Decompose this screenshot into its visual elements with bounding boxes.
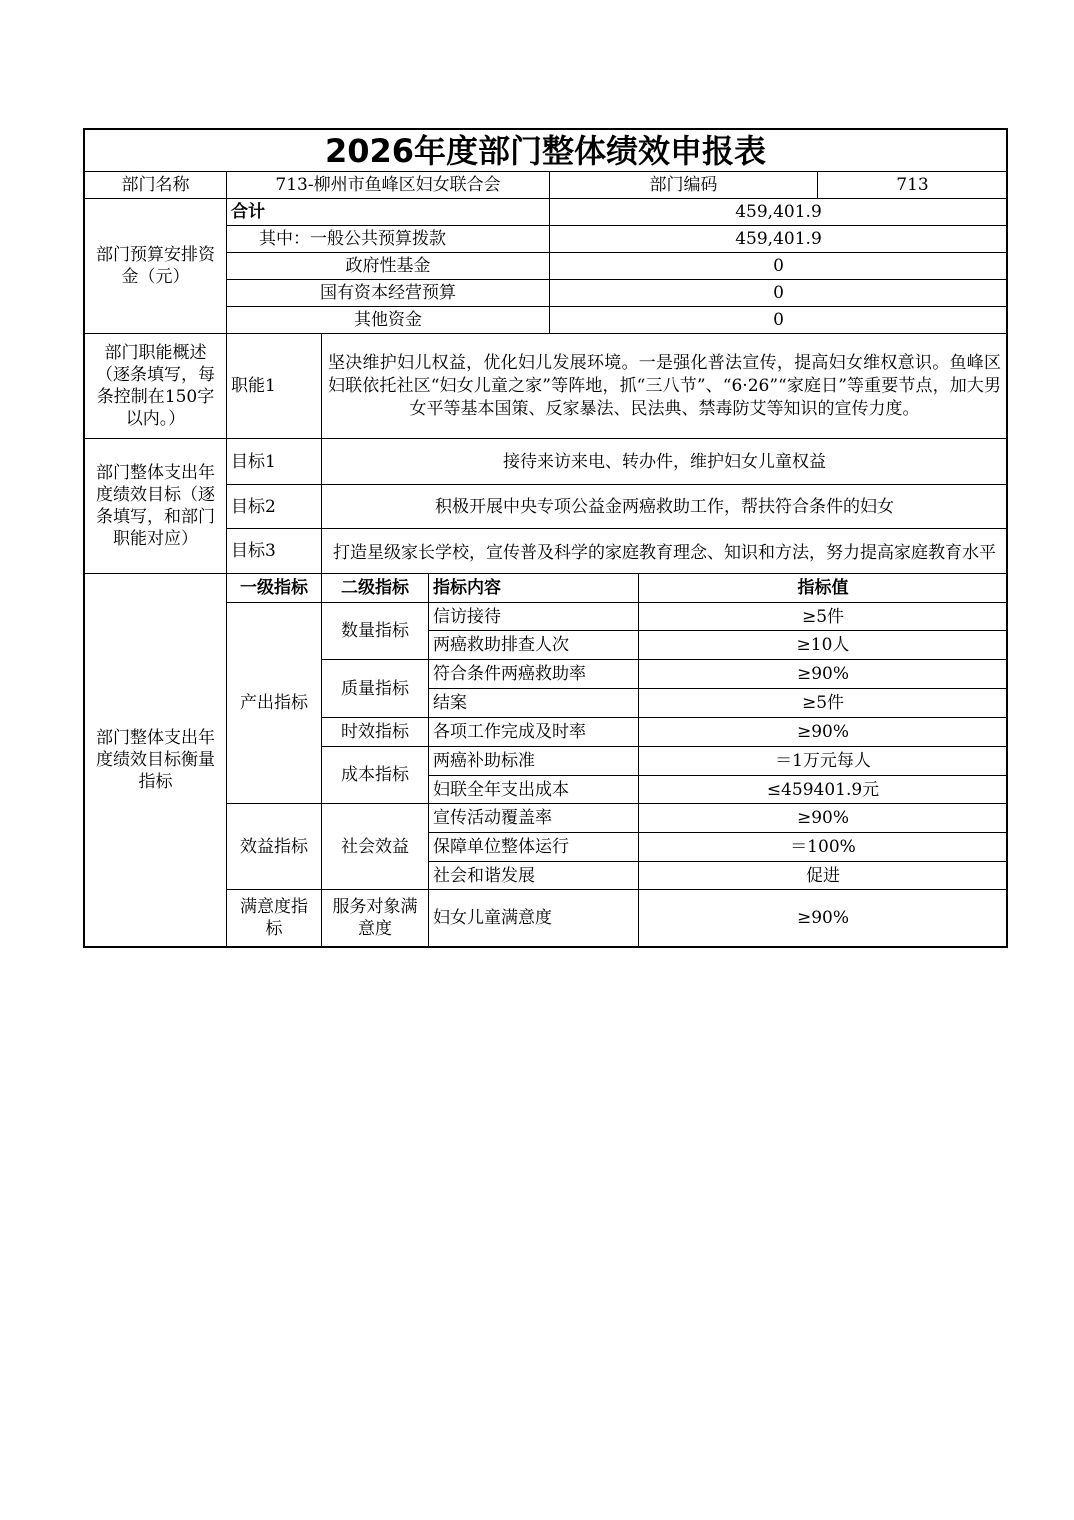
indicators-label: 部门整体支出年度绩效目标衡量指标	[96, 728, 215, 792]
dept-code-label: 部门编码	[649, 175, 718, 195]
function-item-label: 职能1	[231, 376, 276, 396]
function-item-cell	[322, 334, 1007, 438]
budget-row-name: 其中：一般公共预算拨款	[259, 229, 446, 249]
budget-row-name: 政府性基金	[345, 256, 431, 276]
budget-row-value: 0	[773, 283, 784, 303]
budget-row-name: 其他资金	[354, 310, 422, 330]
indicator-content: 各项工作完成及时率	[433, 722, 586, 742]
indicator-value: ≥90%	[796, 808, 850, 828]
dept-name-value: 713-柳州市鱼峰区妇女联合会	[275, 175, 501, 195]
indicator-content: 保障单位整体运行	[433, 837, 569, 857]
goal-text: 积极开展中央专项公益金两癌救助工作，帮扶符合条件的妇女	[435, 496, 894, 517]
indicator-value: ＝1万元每人	[775, 751, 871, 771]
indicator-content: 妇女儿童满意度	[433, 908, 552, 928]
indicator-value: ≥10人	[796, 635, 850, 655]
indicator-value: 促进	[806, 865, 840, 886]
goal-text: 打造星级家长学校，宣传普及科学的家庭教育理念、知识和方法，努力提高家庭教育水平	[333, 543, 996, 563]
header-content: 指标内容	[433, 578, 501, 598]
goal-text: 接待来访来电、转办件，维护妇女儿童权益	[503, 451, 826, 472]
indicator-content: 信访接待	[433, 606, 501, 627]
goal-label: 目标1	[231, 451, 276, 472]
goal-label: 目标3	[231, 541, 276, 561]
function-label: 部门职能概述（逐条填写，每条控制在150字以内。）	[96, 343, 215, 429]
indicator-content: 社会和谐发展	[433, 865, 535, 886]
header-level2: 二级指标	[341, 578, 409, 598]
indicator-value: ≥5件	[801, 693, 845, 713]
indicator-value: ≥90%	[796, 722, 850, 742]
indicator-content: 妇联全年支出成本	[433, 779, 569, 800]
level2-quality: 质量指标	[341, 678, 409, 699]
indicator-value: ≥5件	[801, 606, 845, 627]
budget-row-value: 0	[773, 256, 784, 276]
level2-social: 社会效益	[341, 836, 409, 857]
header-level1: 一级指标	[240, 578, 308, 598]
indicator-content: 两癌补助标准	[433, 751, 535, 771]
level2-service-satisfaction: 服务对象满意度	[332, 897, 418, 939]
budget-row-value: 459,401.9	[735, 202, 822, 222]
budget-row-value: 459,401.9	[735, 229, 822, 249]
indicator-value: ≥90%	[796, 664, 850, 684]
goals-label: 部门整体支出年度绩效目标（逐条填写，和部门职能对应）	[96, 463, 215, 549]
indicator-value: ＝100%	[790, 837, 856, 857]
dept-name-label: 部门名称	[121, 175, 190, 195]
indicator-value: ≤459401.9元	[766, 779, 880, 800]
budget-label: 部门预算安排资金（元）	[96, 245, 215, 287]
budget-row-name: 国有资本经营预算	[320, 283, 456, 303]
indicator-content: 两癌救助排查人次	[433, 635, 569, 655]
goal-cell	[322, 529, 1007, 573]
level1-satisfaction: 满意度指标	[240, 897, 308, 939]
level2-quantity: 数量指标	[341, 621, 409, 641]
budget-row-name: 合计	[231, 202, 265, 222]
goal-label: 目标2	[231, 496, 276, 517]
page-title: 2026年度部门整体绩效申报表	[324, 131, 767, 170]
level1-benefit: 效益指标	[240, 836, 308, 857]
header-value: 指标值	[797, 578, 849, 598]
level2-timeliness: 时效指标	[341, 722, 409, 742]
indicator-content: 符合条件两癌救助率	[433, 664, 586, 684]
level1-output: 产出指标	[240, 693, 308, 713]
indicator-content: 宣传活动覆盖率	[433, 808, 552, 828]
level2-cost: 成本指标	[341, 765, 409, 785]
indicator-value: ≥90%	[796, 908, 850, 928]
dept-code-value: 713	[896, 175, 929, 195]
function-item-text: 坚决维护妇儿权益，优化妇儿发展环境。一是强化普法宣传，提高妇女维权意识。鱼峰区妇联依托社区“妇女儿童之家”等阵地，抓“三八节”、“6·26”“家庭日”等重要节点，加大男女平等基本国策、反家暴法、民法典、禁毒防艾等知识的宣传力度。	[328, 352, 1001, 419]
budget-row-value: 0	[773, 310, 784, 330]
indicator-content: 结案	[433, 693, 467, 713]
